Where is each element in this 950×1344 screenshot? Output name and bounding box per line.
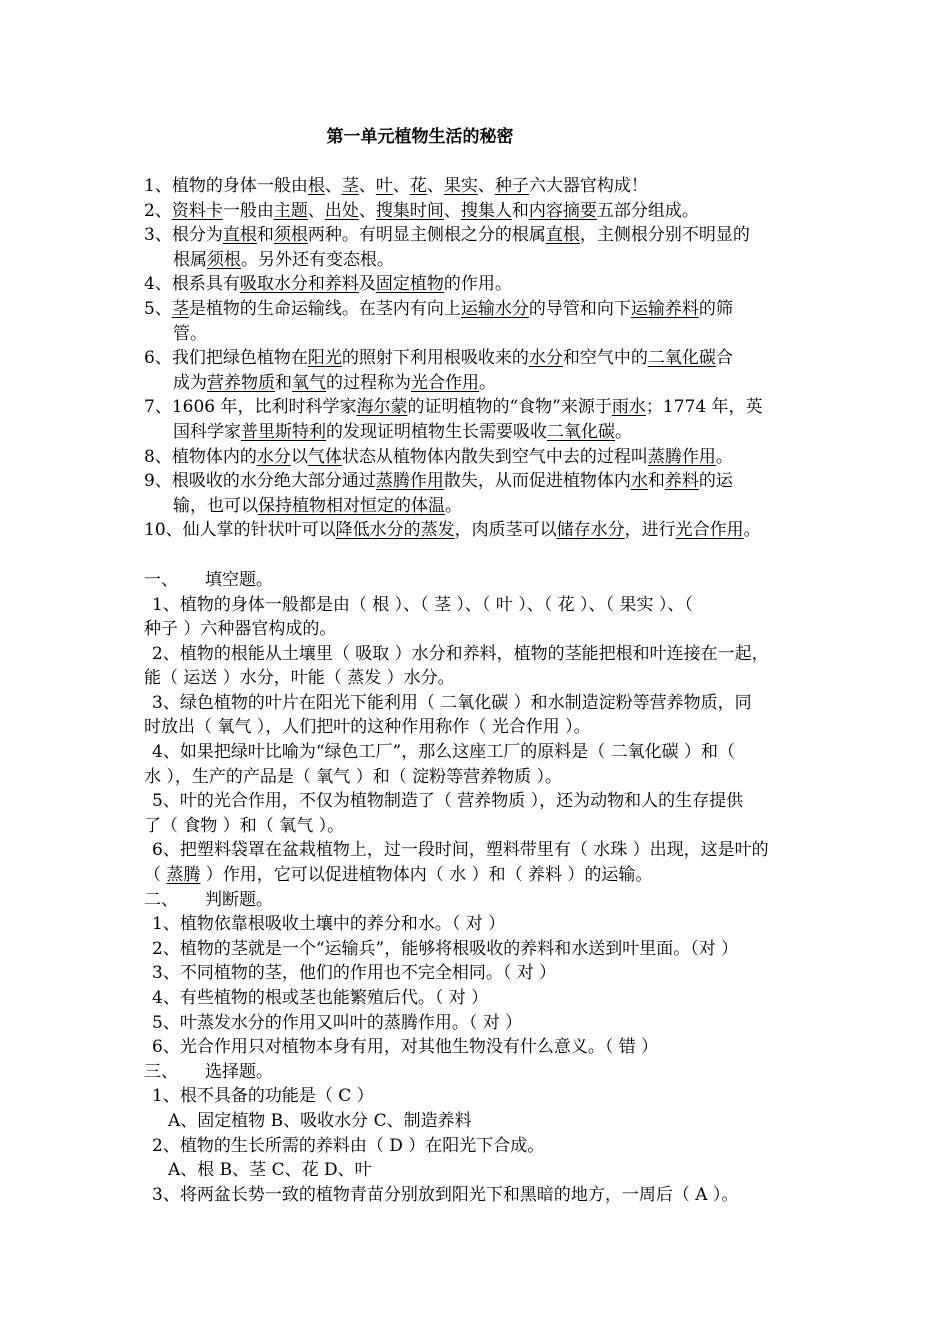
underlined-answer: 种子: [494, 176, 529, 196]
text-segment: 、: [358, 200, 376, 221]
text-line: [144, 814, 812, 839]
text-segment: 1、植物的身体一般由: [144, 176, 308, 196]
text-segment: 5、叶蒸发水分的作用又叫叶的蒸腾作用。（ 对 ）: [152, 1012, 523, 1033]
text-line: [144, 863, 812, 888]
text-segment: 2、植物的茎就是一个“运输兵”，能够将根吸收的养料和水送到叶里面。（对 ）: [152, 938, 739, 959]
text-segment: 的发现证明植物生长需要吸收: [326, 421, 547, 442]
underlined-answer: 二氧化碳: [647, 348, 716, 369]
underlined-answer: 蒸腾作用: [375, 471, 444, 492]
text-line-continued: [144, 494, 812, 519]
text-segment: （: [144, 865, 167, 886]
text-segment: 散失，从而促进植物体内: [443, 471, 631, 492]
underlined-answer: 须根: [273, 225, 308, 246]
underlined-answer: 二氧化碳: [547, 421, 615, 442]
question-line: [144, 691, 812, 716]
underlined-answer: 搜集时间: [375, 200, 444, 221]
text-segment: 6、光合作用只对植物本身有用，对其他生物没有什么意义。（ 错 ）: [152, 1037, 659, 1058]
text-line: [144, 297, 812, 322]
question-line: [144, 937, 812, 962]
question-line: [144, 961, 812, 986]
document-body: [144, 174, 812, 1207]
text-segment: 6、我们把绿色植物在: [144, 348, 308, 369]
text-segment: 输，也可以: [173, 495, 258, 516]
text-segment: 合: [715, 348, 733, 369]
text-segment: 2、植物的根能从土壤里（ 吸取 ）水分和养料，植物的茎能把根和叶连接在一起，: [152, 643, 769, 664]
text-segment: 、: [443, 200, 461, 221]
text-segment: 的运: [698, 471, 733, 492]
text-segment: 3、绿色植物的叶片在阳光下能利用（ 二氧化碳 ）和水制造淀粉等营养物质，同: [152, 692, 752, 713]
text-segment: 和: [275, 372, 292, 393]
text-line: [144, 518, 812, 543]
text-line: [144, 199, 812, 224]
underlined-answer: 普里斯特利: [241, 421, 326, 442]
underlined-answer: 运输水分: [460, 298, 529, 319]
text-line-continued: [144, 420, 812, 445]
underlined-answer: 运输养料: [630, 298, 699, 319]
question-line: [144, 593, 812, 618]
section-heading: [144, 1060, 812, 1085]
text-segment: ，进行: [624, 520, 676, 541]
text-segment: 能（ 运送 ）水分，叶能（ 蒸发 ）水分。: [144, 668, 455, 689]
text-segment: 、: [426, 176, 444, 196]
text-segment: 、: [477, 176, 495, 196]
underlined-answer: 气体: [307, 446, 342, 467]
text-segment: 8、植物体内的: [144, 446, 257, 467]
question-line: [144, 740, 812, 765]
question-line: [144, 838, 812, 863]
text-line: [144, 174, 812, 199]
underlined-answer: 搜集人: [460, 200, 512, 221]
text-segment: 成为: [173, 372, 207, 393]
text-line: [144, 617, 812, 642]
text-segment: ）作用，它可以促进植物体内（ 水 ）和（ 养料 ）的运输。: [200, 865, 653, 886]
text-segment: 了（ 食物 ）和（ 氧气 ）。: [144, 815, 345, 836]
question-line: [144, 1134, 812, 1159]
text-segment: 6、把塑料袋罩在盆栽植物上，过一段时间，塑料带里有（ 水珠 ）出现，这是叶的: [152, 840, 769, 861]
text-segment: 两种。有明显主侧根之分的根属: [307, 225, 546, 246]
question-line: [144, 789, 812, 814]
underlined-answer: 营养物质: [207, 372, 275, 393]
text-segment: 1、根不具备的功能是（ C ）: [152, 1086, 374, 1107]
underlined-answer: 水分: [528, 348, 563, 369]
underlined-answer: 茎: [171, 298, 189, 319]
text-line: [144, 445, 812, 470]
text-segment: 的作用。: [443, 274, 512, 295]
text-segment: 4、如果把绿叶比喻为“绿色工厂”，那么这座工厂的原料是（ 二氧化碳 ）和（: [152, 742, 736, 763]
underlined-answer: 直根: [545, 225, 580, 246]
choice-options: [144, 1158, 812, 1183]
text-segment: 状态从植物体内散失到空气中去的过程叫: [341, 446, 648, 467]
text-segment: 五部分组成。: [596, 200, 699, 221]
text-segment: 的导管和向下: [528, 298, 631, 319]
text-segment: 10、仙人掌的针状叶可以: [144, 520, 336, 541]
underlined-answer: 直根: [222, 225, 257, 246]
text-line-continued: [144, 248, 812, 273]
text-segment: 时放出（ 氧气 ），人们把叶的这种作用称作（ 光合作用 ）。: [144, 717, 591, 738]
underlined-answer: 固定植物: [375, 274, 444, 295]
text-segment: 的证明植物的“食物”来源于: [407, 397, 612, 418]
text-segment: 和: [647, 471, 665, 492]
underlined-answer: 水: [630, 471, 648, 492]
text-segment: 4、有些植物的根或茎也能繁殖后代。（ 对 ）: [152, 988, 489, 1008]
text-segment: 以: [290, 446, 308, 467]
text-segment: 。: [615, 421, 632, 442]
underlined-answer: 储存水分: [556, 520, 625, 541]
text-segment: 一般由: [222, 200, 274, 221]
text-segment: 。: [743, 520, 761, 541]
text-segment: 4、根系具有: [144, 274, 240, 295]
underlined-answer: 须根: [207, 249, 241, 270]
text-segment: 国科学家: [173, 421, 241, 442]
text-segment: 和空气中的: [562, 348, 648, 369]
underlined-answer: 吸取水分和养料: [239, 274, 359, 295]
underlined-answer: 光合作用: [675, 520, 744, 541]
question-line: [144, 986, 812, 1011]
question-line: [144, 1035, 812, 1060]
text-segment: 、: [392, 176, 410, 196]
text-line: [144, 346, 812, 371]
underlined-answer: 蒸腾作用: [647, 446, 716, 467]
underlined-answer: 光合作用: [411, 372, 479, 393]
text-segment: 六大器官构成！: [528, 176, 648, 196]
underlined-answer: 内容摘要: [528, 200, 597, 221]
text-segment: 和: [256, 225, 274, 246]
text-line-continued: [144, 371, 812, 396]
text-segment: A、根 B、茎 C、花 D、叶: [168, 1160, 372, 1181]
text-segment: 1、植物依靠根吸收土壤中的养分和水。（ 对 ）: [152, 914, 506, 935]
text-segment: 二、 判断题。: [144, 889, 274, 910]
text-segment: 9、根吸收的水分绝大部分通过: [144, 471, 376, 492]
text-segment: 、: [358, 176, 376, 196]
question-line: [144, 912, 812, 937]
underlined-answer: 保持植物相对恒定的体温: [258, 495, 445, 516]
text-segment: A、固定植物 B、吸收水分 C、制造养料: [168, 1110, 472, 1131]
text-segment: 。另外还有变态根。: [241, 249, 394, 270]
text-segment: 、: [324, 176, 342, 196]
text-segment: 根属: [173, 249, 207, 270]
text-line: [144, 765, 812, 790]
text-segment: ，肉质茎可以: [454, 520, 557, 541]
text-segment: 。: [479, 372, 496, 393]
text-segment: 种子 ）六种器官构成的。: [144, 619, 337, 640]
text-segment: 是植物的生命运输线。在茎内有向上: [188, 298, 461, 319]
underlined-answer: 叶: [375, 176, 393, 196]
blank-spacer: [144, 543, 812, 568]
text-line: [144, 469, 812, 494]
section-heading: [144, 568, 812, 593]
choice-options: [144, 1109, 812, 1134]
text-segment: ，主侧根分别不明显的: [579, 225, 750, 246]
text-segment: 的照射下利用根吸收来的: [341, 348, 529, 369]
text-segment: 管。: [173, 323, 207, 344]
underlined-answer: 海尔蒙: [356, 397, 408, 418]
text-segment: 3、不同植物的茎，他们的作用也不完全相同。（ 对 ）: [152, 963, 557, 984]
text-segment: 5、: [144, 298, 172, 319]
text-segment: 、: [307, 200, 325, 221]
underlined-answer: 水分: [256, 446, 291, 467]
text-segment: 一、 填空题。: [144, 569, 274, 590]
underlined-answer: 主题: [273, 200, 308, 221]
text-segment: 7、1606 年，比利时科学家: [144, 397, 357, 418]
text-segment: 2、: [144, 200, 172, 221]
underlined-answer: 根: [307, 176, 325, 196]
text-line: [144, 715, 812, 740]
text-segment: 水 ），生产的产品是（ 氧气 ）和（ 淀粉等营养物质 ）。: [144, 766, 563, 787]
text-line-continued: [144, 322, 812, 347]
text-segment: 及: [358, 274, 376, 295]
underlined-answer: 蒸腾: [166, 865, 201, 886]
page-title: 第一单元植物生活的秘密: [326, 127, 514, 147]
text-segment: 。: [445, 495, 462, 516]
text-segment: 1、植物的身体一般都是由（ 根 ）、（ 茎 ）、（ 叶 ）、（ 花 ）、（ 果实 ）、（: [152, 594, 693, 615]
text-segment: 3、将两盆长势一致的植物青苗分别放到阳光下和黑暗的地方，一周后（ A ）。: [152, 1184, 739, 1205]
underlined-answer: 资料卡: [171, 200, 223, 221]
section-heading: [144, 888, 812, 913]
underlined-answer: 养料: [664, 471, 699, 492]
text-segment: 3、根分为: [144, 225, 223, 246]
underlined-answer: 花: [409, 176, 427, 196]
text-segment: 三、 选择题。: [144, 1061, 274, 1082]
question-line: [144, 1084, 812, 1109]
text-segment: 2、植物的生长所需的养料由（ D ）在阳光下合成。: [152, 1135, 545, 1156]
text-line: [144, 666, 812, 691]
underlined-answer: 降低水分的蒸发: [335, 520, 455, 541]
text-segment: 。: [715, 446, 733, 467]
question-line: [144, 1183, 812, 1208]
text-line: [144, 272, 812, 297]
text-segment: 的筛: [698, 298, 733, 319]
underlined-answer: 茎: [341, 176, 359, 196]
text-segment: 5、叶的光合作用，不仅为植物制造了（ 营养物质 ），还为动物和人的生存提供: [152, 791, 744, 812]
text-line: [144, 395, 812, 420]
underlined-answer: 氧气: [292, 372, 326, 393]
underlined-answer: 果实: [443, 176, 478, 196]
text-line: [144, 223, 812, 248]
text-segment: 和: [511, 200, 529, 221]
underlined-answer: 阳光: [307, 348, 342, 369]
question-line: [144, 642, 812, 667]
underlined-answer: 出处: [324, 200, 359, 221]
text-segment: 的过程称为: [326, 372, 411, 393]
underlined-answer: 雨水: [611, 397, 646, 418]
text-segment: ；1774 年，英: [645, 397, 763, 418]
question-line: [144, 1011, 812, 1036]
